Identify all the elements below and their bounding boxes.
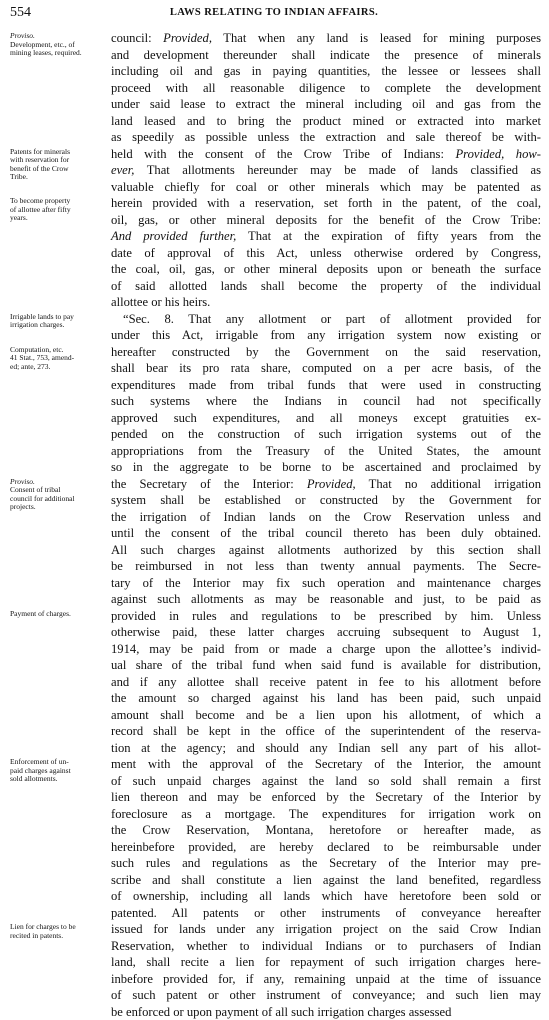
body-line: All such charges against allotments authorized by this section shall	[111, 542, 541, 559]
body-line: held with the consent of the Crow Tribe of Indians: Provided, how-	[111, 146, 541, 163]
body-line: scribe and shall constitute a lien against the land benefited, regardless	[111, 872, 541, 889]
margin-note-line: mining leases, required.	[10, 49, 106, 58]
margin-note-line: 41 Stat., 753, amend-	[10, 354, 106, 363]
margin-note-line: years.	[10, 214, 106, 223]
margin-note-line: paid charges against	[10, 767, 106, 776]
body-line: so in the aggregate to be borne to be ascertained and proclaimed by	[111, 459, 541, 476]
margin-note-line: Enforcement of un-	[10, 758, 106, 767]
body-line: ment with the approval of the Secretary of the Interior, the amount	[111, 756, 541, 773]
margin-note-line: ed; ante, 273.	[10, 363, 106, 372]
body-line: pended on the construction of such irrigation systems out of the	[111, 426, 541, 443]
body-line: 1914, may be paid from or made a charge upon the allottee’s individ-	[111, 641, 541, 658]
body-line: the irrigation of Indian lands on the Crow Reservation unless and	[111, 509, 541, 526]
body-line: ual share of the tribal fund when said fund is available for distribution,	[111, 657, 541, 674]
body-line: allottee or his heirs.	[111, 294, 541, 311]
margin-note-line: Proviso.	[10, 478, 106, 487]
body-line: shall bear its pro rata share, computed on a per acre basis, of the	[111, 360, 541, 377]
body-line: under this Act, irrigable from any irrigation system now existing or	[111, 327, 541, 344]
margin-note-line: Irrigable lands to pay	[10, 313, 106, 322]
body-line: record shall be kept in the office of the superintendent of the reserva-	[111, 723, 541, 740]
body-line: expenditures made from tribal funds that were used in constructing	[111, 377, 541, 394]
body-line: inbefore provided for, if any, remaining unpaid at the time of issuance	[111, 971, 541, 988]
body-line: appropriations from the Treasury of the United States, the amount	[111, 443, 541, 460]
body-line: issued for lands under any irrigation project on the said Crow Indian	[111, 921, 541, 938]
margin-note-line: sold allotments.	[10, 775, 106, 784]
body-line: patented. All patents or other instruments of conveyance hereafter	[111, 905, 541, 922]
margin-note-line: projects.	[10, 503, 106, 512]
body-line: system shall be established or constructed by the Government for	[111, 492, 541, 509]
body-line: as speedily as possible unless the extraction and sale thereof be with-	[111, 129, 541, 146]
body-line: until the consent of the tribal council thereto has been duly obtained.	[111, 525, 541, 542]
body-line: land leased and to bring the product mined or extracted into market	[111, 113, 541, 130]
body-line: ever, That allotments hereunder may be made of lands classified as	[111, 162, 541, 179]
body-line: amount shall become and be a lien upon his allotment, of which a	[111, 707, 541, 724]
margin-note	[10, 478, 106, 512]
margin-note	[10, 197, 106, 223]
body-line: land, shall recite a lien for repayment of such irrigation charges here-	[111, 954, 541, 971]
margin-note-line: Proviso.	[10, 32, 106, 41]
body-line: Reservation, whether to individual Indians or to purchasers of Indian	[111, 938, 541, 955]
body-line: the Crow Reservation, Montana, heretofore or hereafter made, as	[111, 822, 541, 839]
margin-note-line: council for additional	[10, 495, 106, 504]
body-line: such systems where the Indians in council had not specifically	[111, 393, 541, 410]
body-line: be enforced or upon payment of all such irrigation charges assessed	[111, 1004, 541, 1020]
margin-note	[10, 148, 106, 182]
body-line: and development thereunder shall indicate the presence of minerals	[111, 47, 541, 64]
body-text	[111, 30, 541, 1020]
body-line: of such unpaid charges against the land so sold shall remain a first	[111, 773, 541, 790]
margin-note-line: Tribe.	[10, 173, 106, 182]
body-line: And provided further, That at the expiration of fifty years from the	[111, 228, 541, 245]
margin-note-line: Payment of charges.	[10, 610, 106, 619]
page-header	[10, 5, 538, 23]
body-line: of said allotted lands shall become the property of the individual	[111, 278, 541, 295]
margin-note-line: Patents for minerals	[10, 148, 106, 157]
body-line: against such allotments as may be reasonable and just, to be paid as	[111, 591, 541, 608]
page-number: 554	[10, 5, 31, 21]
body-line: valuable chiefly for coal or other minerals which may be patented as	[111, 179, 541, 196]
body-line: otherwise paid, these latter charges accruing subsequent to August 1,	[111, 624, 541, 641]
body-line: of ownership, including all lands which have heretofore been sold or	[111, 888, 541, 905]
margin-note-line: with reservation for	[10, 156, 106, 165]
margin-note	[10, 610, 106, 619]
body-line: be reimbursed in not less than twenty annual payments. The Secre-	[111, 558, 541, 575]
body-line: approved such expenditures, and all moneys except gratuities ex-	[111, 410, 541, 427]
body-line: tary of the Interior may fix such operation and maintenance charges	[111, 575, 541, 592]
margin-note	[10, 32, 106, 58]
margin-note	[10, 923, 106, 940]
margin-note-line: Development, etc., of	[10, 41, 106, 50]
body-line: hereafter constructed by the Government on the said reservation,	[111, 344, 541, 361]
margin-note-line: recited in patents.	[10, 932, 106, 941]
body-line: such rules and regulations as the Secretary of the Interior may pre-	[111, 855, 541, 872]
body-line: foreclosure as a mortgage. The expenditures for irrigation work on	[111, 806, 541, 823]
body-line: date of approval of this Act, unless otherwise ordered by Congress,	[111, 245, 541, 262]
body-line: council: Provided, That when any land is leased for mining purposes	[111, 30, 541, 47]
margin-note	[10, 758, 106, 784]
margin-note-line: Computation, etc.	[10, 346, 106, 355]
margin-note-line: To become property	[10, 197, 106, 206]
body-line: tion at the agency; and should any Indian sell any part of his allot-	[111, 740, 541, 757]
body-line: the coal, oil, gas, or other mineral deposits upon or beneath the surface	[111, 261, 541, 278]
body-line: provided in rules and regulations to be prescribed by him. Unless	[111, 608, 541, 625]
margin-note	[10, 346, 106, 372]
body-line: oil, gas, or other mineral deposits for the benefit of the Crow Tribe:	[111, 212, 541, 229]
body-line: including oil and gas in paying quantities, the lessee or lessees shall	[111, 63, 541, 80]
body-line: and if any allottee shall receive patent in fee to his allotment before	[111, 674, 541, 691]
margin-note-line: benefit of the Crow	[10, 165, 106, 174]
body-line: of such patent or other instrument of conveyance; and such lien may	[111, 987, 541, 1004]
body-line: “Sec. 8. That any allotment or part of allotment provided for	[111, 311, 541, 328]
margin-note-line: Lien for charges to be	[10, 923, 106, 932]
body-line: hereinbefore provided, are hereby declared to be reimbursable under	[111, 839, 541, 856]
margin-note-line: Consent of tribal	[10, 486, 106, 495]
body-line: the amount so charged against his land has been paid, such unpaid	[111, 690, 541, 707]
body-line: proceed with all reasonable diligence to complete the development	[111, 80, 541, 97]
margin-note-line: of allottee after fifty	[10, 206, 106, 215]
body-line: under said lease to extract the mineral including oil and gas from the	[111, 96, 541, 113]
body-line: herein provided with a reservation, set forth in the patent, of the coal,	[111, 195, 541, 212]
body-line: the Secretary of the Interior: Provided, That no additional irrigation	[111, 476, 541, 493]
margin-note	[10, 313, 106, 330]
margin-note-line: irrigation charges.	[10, 321, 106, 330]
body-line: lien thereon and may be enforced by the Secretary of the Interior by	[111, 789, 541, 806]
running-head: LAWS RELATING TO INDIAN AFFAIRS.	[10, 7, 538, 18]
